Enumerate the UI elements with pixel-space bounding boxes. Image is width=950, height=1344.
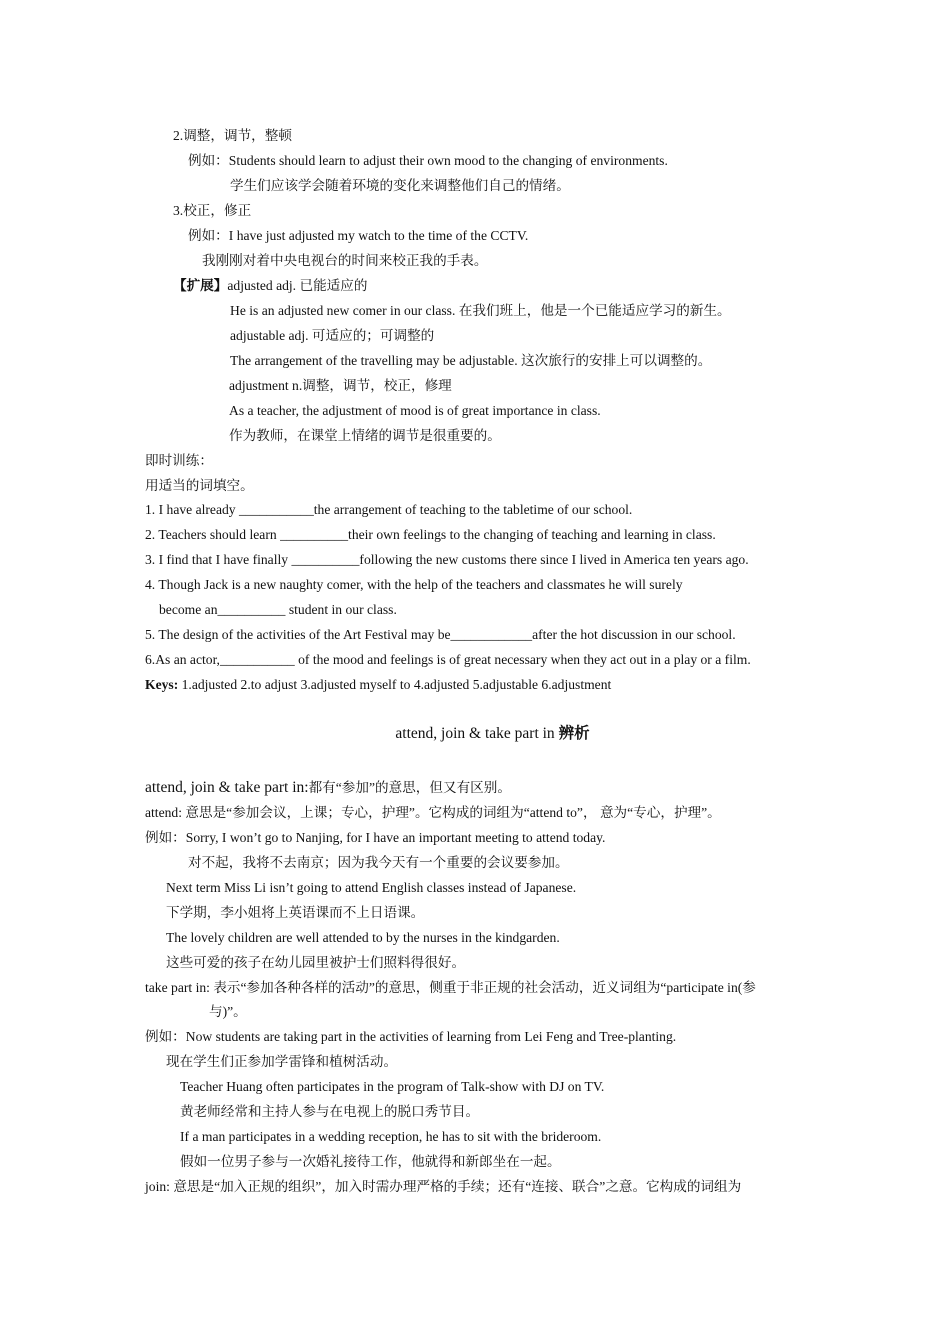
expand-line [173,277,367,295]
take-part-example-3-english: If a man participates in a wedding reception, he has to sit with the brideroom. [180,1129,602,1144]
take-part-example-3-chinese: 假如一位男子参与一次婚礼接待工作，他就得和新郎坐在一起。 [180,1154,561,1169]
expand-example-adjustable: The arrangement of the travelling may be adjustable. 这次旅行的安排上可以调整的。 [230,353,712,368]
example-2-english: 例如：Students should learn to adjust their own mood to the changing of environments. [188,153,668,168]
take-part-example-2-chinese: 黄老师经常和主持人参与在电视上的脱口秀节目。 [180,1104,480,1119]
exercise-question-4a: 4. Though Jack is a new naughty comer, with the help of the teachers and classmates he will surely [145,577,683,592]
attend-example-3-english: The lovely children are well attended to by the nurses in the kindgarden. [166,930,560,945]
attend-example-2-english: Next term Miss Li isn’t going to attend English classes instead of Japanese. [166,880,577,895]
attend-example-1-english: 例如：Sorry, I won’t go to Nanjing, for I have an important meeting to attend today. [145,830,606,845]
section-title-english: attend, join & take part in [395,725,559,742]
attend-example-1-chinese: 对不起，我将不去南京；因为我今天有一个重要的会议要参加。 [188,855,569,870]
join-definition: join: 意思是“加入正规的组织”，加入时需办理严格的手续；还有“连接、联合”之意。它构成的词组为 [145,1179,742,1194]
intro-chinese: 都有“参加”的意思，但又有区别。 [308,780,511,795]
exercise-question-6: 6.As an actor,___________ of the mood and feelings is of great necessary when they act out in a play or a film. [145,652,751,667]
expand-label: 【扩展】 [173,278,228,293]
exercise-question-3: 3. I find that I have finally __________following the new customs there since I lived in America ten years ago. [145,552,749,567]
exercise-heading: 即时训练： [145,453,213,468]
keys-label: Keys: [145,677,179,692]
meaning-2: 2.调整，调节，整顿 [173,128,292,143]
take-part-definition-b: 与)”。 [209,1004,247,1019]
take-part-definition-a: take part in: 表示“参加各种各样的活动”的意思，侧重于非正规的社会活动，近义词组为“participate in(参 [145,980,756,995]
attend-example-2-chinese: 下学期，李小姐将上英语课而不上日语课。 [166,905,425,920]
keys-text: 1.adjusted 2.to adjust 3.adjusted myself to 4.adjusted 5.adjustable 6.adjustment [178,677,612,692]
exercise-question-2: 2. Teachers should learn __________their own feelings to the changing of teaching and learning in class. [145,527,716,542]
example-3-english: 例如：I have just adjusted my watch to the time of the CCTV. [188,228,529,243]
example-3-chinese: 我刚刚对着中央电视台的时间来校正我的手表。 [202,253,488,268]
expand-word-adjusted: adjusted adj. 已能适应的 [227,278,368,293]
intro-line [145,778,511,798]
answer-keys [145,676,611,694]
attend-example-3-chinese: 这些可爱的孩子在幼儿园里被护士们照料得很好。 [166,955,466,970]
take-part-example-1-chinese: 现在学生们正参加学雷锋和植树活动。 [166,1054,398,1069]
exercise-question-4b: become an__________ student in our class. [159,602,397,617]
intro-english: attend, join & take part in: [145,779,309,796]
take-part-example-2-english: Teacher Huang often participates in the program of Talk-show with DJ on TV. [180,1079,605,1094]
attend-definition: attend: 意思是“参加会议，上课；专心，护理”。它构成的词组为“attend to”， 意为“专心，护理”。 [145,805,721,820]
expand-example-adjusted: He is an adjusted new comer in our class. 在我们班上，他是一个已能适应学习的新生。 [230,303,731,318]
meaning-3: 3.校正，修正 [173,203,252,218]
section-title-chinese: 辨析 [558,725,590,742]
exercise-question-5: 5. The design of the activities of the Art Festival may be____________after the hot discussion in our school. [145,627,736,642]
expand-word-adjustable: adjustable adj. 可适应的；可调整的 [230,328,435,343]
exercise-question-1: 1. I have already ___________the arrangement of teaching to the tabletime of our school. [145,502,633,517]
exercise-instruction: 用适当的词填空。 [145,478,254,493]
take-part-example-1-english: 例如：Now students are taking part in the activities of learning from Lei Feng and Tree-planting. [145,1029,677,1044]
expand-word-adjustment: adjustment n.调整，调节，校正，修理 [229,378,452,393]
example-2-chinese: 学生们应该学会随着环境的变化来调整他们自己的情绪。 [230,178,570,193]
expand-example-adjustment-chinese: 作为教师，在课堂上情绪的调节是很重要的。 [229,428,501,443]
section-title [0,724,950,744]
expand-example-adjustment-english: As a teacher, the adjustment of mood is of great importance in class. [229,403,601,418]
